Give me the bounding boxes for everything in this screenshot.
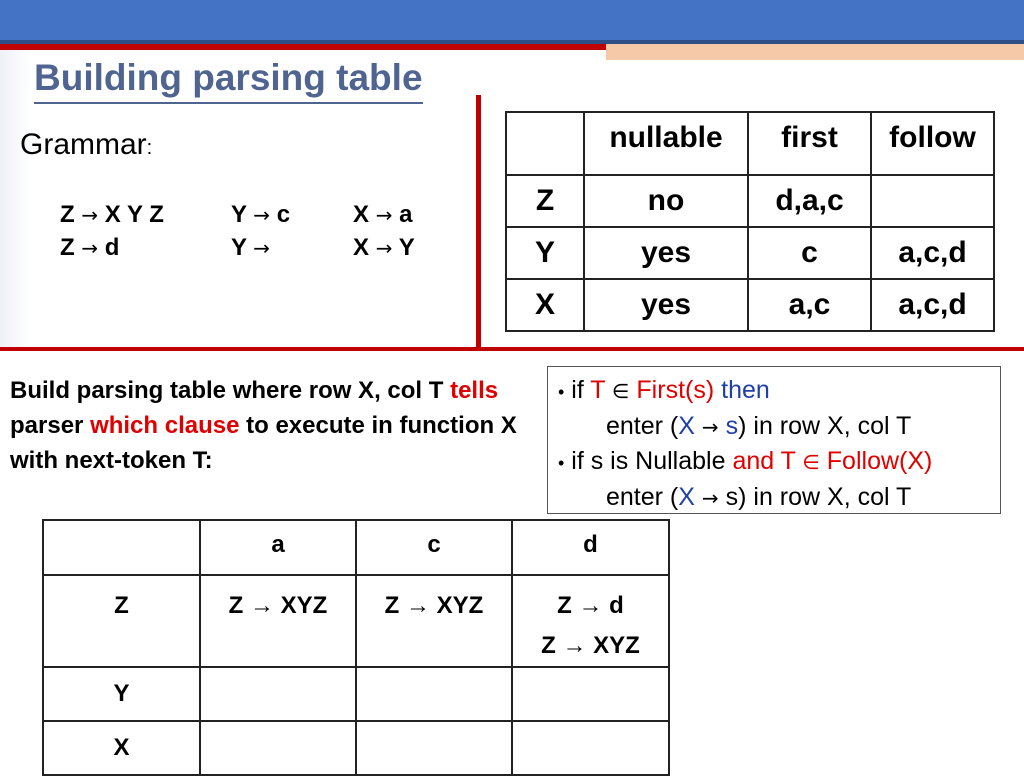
build-description — [10, 373, 540, 478]
table-header-row — [506, 112, 994, 175]
rule-rhs: d — [104, 234, 120, 261]
table-cell — [356, 667, 512, 721]
table-cell: a,c — [748, 279, 871, 331]
arrow-icon: → — [81, 236, 99, 260]
table-entry: Z → XYZ — [541, 632, 640, 659]
rules-text: enter ( — [606, 412, 679, 440]
row-label: Z — [43, 575, 200, 667]
rules-text: ) in row X, col T — [738, 412, 912, 440]
table-row — [43, 575, 669, 667]
table-cell: yes — [584, 279, 748, 331]
rules-text: s) in row X, col T — [718, 483, 912, 511]
table-header-cell: c — [356, 520, 512, 575]
table-cell: a,c,d — [871, 227, 994, 279]
table-entry: Z → d — [557, 592, 624, 619]
rules-line — [558, 373, 1000, 409]
table-cell — [356, 721, 512, 775]
table-header-cell — [506, 112, 584, 175]
table-header-cell: follow — [871, 112, 994, 175]
bullet-icon: • — [558, 453, 565, 473]
arrow-icon: → — [701, 486, 719, 510]
rules-box — [547, 366, 1001, 514]
table-header-cell: first — [748, 112, 871, 175]
side-shading — [0, 50, 30, 350]
rules-text-red: First(s) — [629, 376, 715, 404]
rule-lhs: X — [353, 234, 370, 261]
grammar-rule — [60, 233, 119, 263]
rules-line — [558, 480, 1000, 515]
grammar-rule — [353, 200, 412, 230]
bullet-icon: • — [558, 382, 565, 402]
vertical-divider — [476, 95, 481, 347]
rule-rhs: X Y Z — [104, 201, 164, 228]
grammar-rule — [231, 200, 290, 230]
header-band — [0, 0, 1024, 40]
table-cell: yes — [584, 227, 748, 279]
table-header-cell: a — [200, 520, 356, 575]
rules-line — [558, 409, 1000, 444]
rules-text: enter ( — [606, 483, 679, 511]
table-row — [506, 279, 994, 331]
arrow-icon: → — [81, 203, 99, 227]
table-cell — [200, 575, 356, 667]
table-cell: d,a,c — [748, 175, 871, 227]
parsing-table — [42, 519, 670, 776]
table-cell — [512, 721, 669, 775]
horizontal-divider — [0, 347, 1024, 351]
arrow-icon: → — [701, 415, 719, 439]
grammar-rule — [60, 200, 164, 230]
table-entry: Z → XYZ — [228, 592, 328, 619]
table-cell — [512, 575, 669, 667]
table-cell — [200, 667, 356, 721]
build-text-highlight: which clause — [90, 412, 240, 439]
table-cell — [871, 175, 994, 227]
grammar-label-colon: : — [146, 137, 153, 159]
table-row — [43, 667, 669, 721]
element-of-icon: ∈ — [802, 450, 820, 474]
rules-text-red: and T — [732, 447, 803, 475]
rule-lhs: Z — [60, 201, 75, 228]
table-cell: Y — [506, 227, 584, 279]
arrow-icon: → — [375, 203, 393, 227]
build-text-part: Build parsing table where row X, col T — [10, 377, 451, 404]
header-accent-rule — [606, 44, 1024, 60]
table-cell — [356, 575, 512, 667]
table-header-cell — [43, 520, 200, 575]
arrow-icon: → — [253, 203, 271, 227]
rules-text-blue: X — [678, 412, 695, 440]
table-cell: no — [584, 175, 748, 227]
table-header-cell: d — [512, 520, 669, 575]
grammar-label — [20, 127, 152, 166]
table-cell: c — [748, 227, 871, 279]
arrow-icon: → — [253, 236, 271, 260]
rule-rhs: Y — [398, 234, 415, 261]
slide-title: Building parsing table — [34, 56, 423, 104]
table-cell: X — [506, 279, 584, 331]
nullable-first-follow-table — [505, 111, 995, 332]
rules-text-blue: then — [714, 376, 770, 404]
rule-lhs: Z — [60, 234, 75, 261]
rule-lhs: Y — [231, 201, 247, 228]
arrow-icon: → — [375, 236, 393, 260]
rule-lhs: X — [353, 201, 370, 228]
table-row — [43, 721, 669, 775]
table-row — [506, 227, 994, 279]
rules-text-blue: X — [678, 483, 695, 511]
rules-text-red: Follow(X) — [819, 447, 933, 475]
rule-lhs: Y — [231, 234, 247, 261]
element-of-icon: ∈ — [612, 379, 630, 403]
table-row — [506, 175, 994, 227]
rule-rhs: c — [276, 201, 291, 228]
row-label: Y — [43, 667, 200, 721]
grammar-rule — [231, 233, 270, 263]
build-text-part: parser — [10, 412, 91, 439]
table-cell: Z — [506, 175, 584, 227]
rules-line — [558, 444, 1000, 480]
table-header-cell: nullable — [584, 112, 748, 175]
grammar-label-text: Grammar — [20, 128, 147, 161]
grammar-rule — [353, 233, 415, 263]
rule-rhs: a — [399, 201, 413, 228]
table-cell — [512, 667, 669, 721]
rules-text-blue: s — [718, 412, 739, 440]
rules-text: if — [571, 376, 591, 404]
build-text-highlight: tells — [450, 377, 499, 404]
table-cell — [200, 721, 356, 775]
table-cell: a,c,d — [871, 279, 994, 331]
rules-text: if s is Nullable — [571, 447, 733, 475]
table-header-row — [43, 520, 669, 575]
rules-text-red: T — [590, 376, 606, 404]
table-entry: Z → XYZ — [384, 592, 484, 619]
row-label: X — [43, 721, 200, 775]
build-text-part: to execute in function X with next-token T: — [10, 412, 517, 474]
header-red-rule — [0, 44, 610, 50]
